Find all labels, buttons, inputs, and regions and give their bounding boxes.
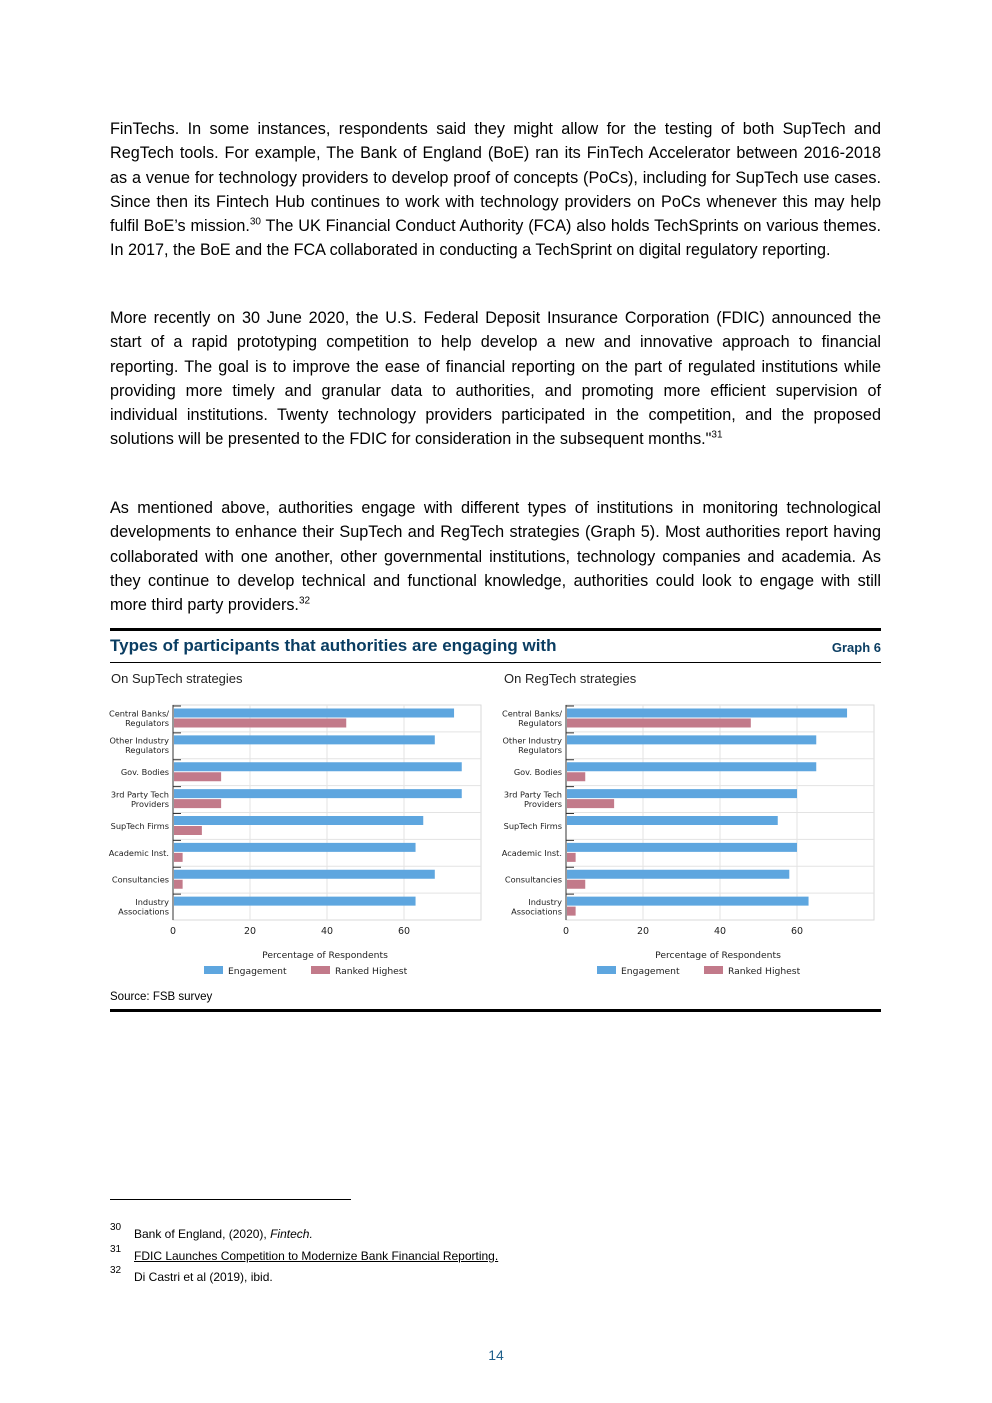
- y-tick-label: Gov. Bodies: [120, 767, 169, 778]
- x-axis-label: Percentage of Respondents: [262, 950, 388, 961]
- bar-engagement: [174, 735, 435, 744]
- y-tick-label: Gov. Bodies: [513, 767, 562, 778]
- x-tick-label: 40: [713, 926, 727, 937]
- footnote-link[interactable]: FDIC Launches Competition to Modernize Bank Financial Reporting.: [134, 1249, 499, 1263]
- bar-ranked-highest: [567, 719, 751, 728]
- y-tick-label: Industry Associations: [118, 896, 169, 917]
- y-tick-label: Academic Inst.: [501, 847, 562, 858]
- graph-source: Source: FSB survey: [110, 991, 213, 1003]
- y-tick-label: Consultancies: [504, 874, 562, 885]
- page-number: 14: [488, 1347, 504, 1363]
- bar-engagement: [567, 870, 789, 879]
- bar-ranked-highest: [174, 772, 221, 781]
- paragraph-1-text-continued: The UK Financial Conduct Authority (FCA) also holds TechSprints on various themes. In 2017, the BoE and the FCA collaborated in conducting a TechSprint on digital regulatory reporting.: [110, 217, 881, 260]
- x-tick-label: 60: [790, 926, 804, 937]
- y-tick-label: SupTech Firms: [110, 820, 169, 831]
- footnote-number: 32: [110, 1265, 122, 1276]
- paragraph-1: [110, 117, 881, 263]
- suptech-chart: [108, 700, 490, 985]
- bar-engagement: [174, 870, 435, 879]
- bar-ranked-highest: [567, 880, 585, 889]
- paragraph-2-text: More recently on 30 June 2020, the U.S. Federal Deposit Insurance Corporation (FDIC) announced the start of a rapid prototyping competition to help develop a new and innovative approach to financial reporting. The goal is to improve the ease of financial reporting on the part of regulated institutions while providing more timely and granular data to authorities, and promoting more efficient supervision of individual institutions. Twenty technology providers participated in the competition, and the proposed solutions will be presented to the FDIC for consideration in the subsequent months.": [110, 309, 881, 449]
- y-tick-label: Central Banks/ Regulators: [501, 708, 562, 729]
- bar-engagement: [174, 843, 416, 852]
- bar-ranked-highest: [174, 853, 183, 862]
- y-tick-label: 3rd Party Tech Providers: [110, 789, 169, 809]
- x-axis-label: Percentage of Respondents: [655, 950, 781, 961]
- bar-engagement: [567, 762, 816, 771]
- y-tick-label: SupTech Firms: [503, 820, 562, 831]
- footnote-ref-30[interactable]: 30: [249, 216, 261, 228]
- bar-ranked-highest: [567, 853, 576, 862]
- bar-ranked-highest: [567, 772, 585, 781]
- footnote-text: Bank of England, (2020),: [134, 1227, 271, 1241]
- legend-label: Ranked Highest: [728, 966, 801, 977]
- x-tick-label: 0: [169, 926, 177, 937]
- footnote-separator: [110, 1199, 351, 1200]
- legend-swatch-ranked-highest: [704, 966, 723, 974]
- graph-bottom-rule: [110, 1009, 881, 1012]
- graph-top-rule: [110, 628, 881, 631]
- bar-engagement: [174, 762, 462, 771]
- bar-engagement: [567, 735, 816, 744]
- bar-engagement: [567, 897, 809, 906]
- graph-title: Types of participants that authorities are engaging with: [110, 636, 557, 655]
- y-tick-label: Consultancies: [111, 874, 169, 885]
- regtech-chart-subtitle: On RegTech strategies: [504, 671, 637, 686]
- bar-ranked-highest: [567, 799, 614, 808]
- legend-swatch-ranked-highest: [311, 966, 330, 974]
- y-tick-label: 3rd Party Tech Providers: [503, 789, 562, 809]
- bar-ranked-highest: [174, 799, 221, 808]
- y-tick-label: Other Industry Regulators: [502, 735, 562, 756]
- bar-engagement: [567, 816, 778, 825]
- x-tick-label: 0: [562, 926, 570, 937]
- footnote-text: Di Castri et al (2019), ibid.: [134, 1270, 273, 1284]
- footnote-title: Fintech.: [270, 1227, 313, 1241]
- bar-engagement: [567, 843, 797, 852]
- paragraph-3: [110, 496, 881, 617]
- bar-engagement: [567, 789, 797, 798]
- y-tick-label: Other Industry Regulators: [109, 735, 169, 756]
- legend-label: Ranked Highest: [335, 966, 408, 977]
- regtech-chart: [501, 700, 883, 985]
- bar-ranked-highest: [174, 880, 183, 889]
- y-tick-label: Industry Associations: [511, 896, 562, 917]
- graph-number: Graph 6: [831, 640, 881, 655]
- x-tick-label: 40: [320, 926, 334, 937]
- y-tick-label: Central Banks/ Regulators: [108, 708, 169, 729]
- bar-ranked-highest: [174, 826, 202, 835]
- footnote-ref-32[interactable]: 32: [298, 595, 311, 607]
- x-tick-label: 20: [243, 926, 257, 937]
- bar-engagement: [174, 789, 462, 798]
- footnote-number: 31: [110, 1244, 122, 1255]
- bar-ranked-highest: [174, 719, 346, 728]
- bar-engagement: [174, 816, 423, 825]
- paragraph-2: [110, 306, 881, 452]
- paragraph-3-text: As mentioned above, authorities engage with different types of institutions in monitoring technological developments to enhance their SupTech and RegTech strategies (Graph 5). Most authorities report having collaborated with one another, other governmental institutions, technology companies and academia. As they continue to develop technical and functional knowledge, authorities could look to engage with still more third party providers.: [110, 499, 881, 615]
- legend-label: Engagement: [228, 966, 287, 977]
- footnote-ref-31[interactable]: 31: [711, 430, 723, 442]
- x-tick-label: 20: [636, 926, 650, 937]
- legend-swatch-engagement: [204, 966, 223, 974]
- graph-title-rule: [110, 662, 881, 663]
- bar-engagement: [567, 709, 847, 718]
- y-tick-label: Academic Inst.: [108, 847, 169, 858]
- suptech-chart-subtitle: On SupTech strategies: [111, 671, 243, 686]
- legend-label: Engagement: [621, 966, 680, 977]
- footnote-number: 30: [110, 1222, 122, 1233]
- legend-swatch-engagement: [597, 966, 616, 974]
- bar-ranked-highest: [567, 907, 576, 916]
- paragraph-1-text: FinTechs. In some instances, respondents said they might allow for the testing of both SupTech and RegTech tools. For example, The Bank of England (BoE) ran its FinTech Accelerator between 2016-2018 as a venue for technology providers to develop proof of concepts (PoCs), including for SupTech use cases. Since then its Fintech Hub continues to work with technology providers on PoCs whenever this may help fulfil BoE’s mission.: [110, 120, 881, 236]
- bar-engagement: [174, 897, 416, 906]
- x-tick-label: 60: [397, 926, 411, 937]
- bar-engagement: [174, 709, 454, 718]
